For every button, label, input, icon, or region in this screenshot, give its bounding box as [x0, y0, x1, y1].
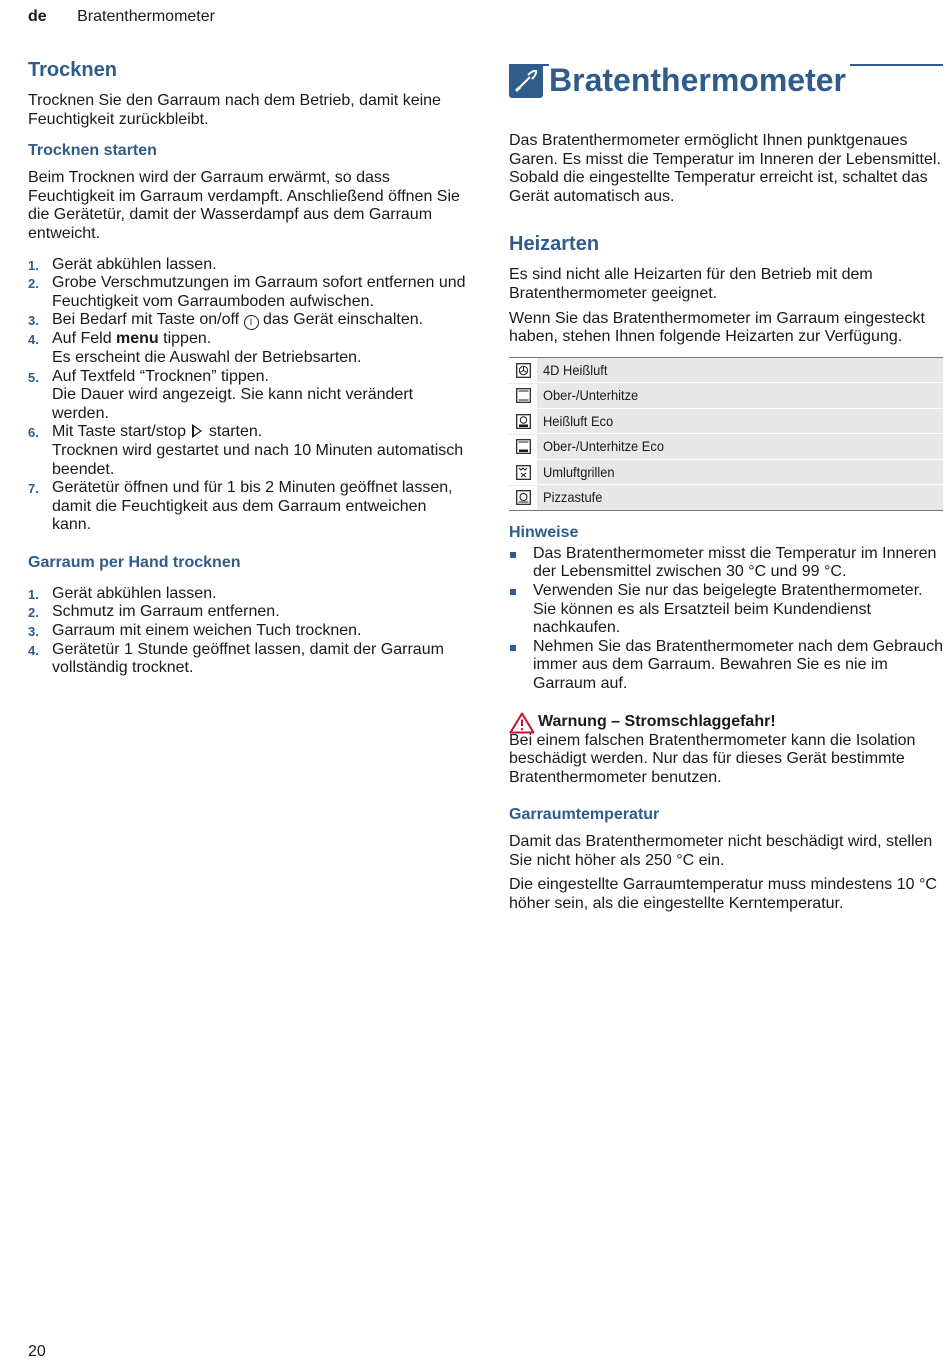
- start-stop-key-icon: [192, 424, 202, 438]
- section-title-heizarten: Heizarten: [509, 233, 600, 256]
- garraumtemperatur-text-1: Damit das Bratenthermometer nicht beschädigt wird, stellen Sie nicht höher als 250 °C ein.: [509, 833, 933, 869]
- circulated-grill-icon: [509, 460, 537, 484]
- top-bottom-heat-eco-icon: [509, 435, 537, 459]
- header-section-title: Bratenthermometer: [77, 8, 215, 25]
- garraumtemperatur-text-2: Die eingestellte Garraumtemperatur muss mindestens 10 °C höher sein, als die eingestellte Kerntemperatur.: [509, 876, 937, 913]
- hot-air-eco-icon: [509, 409, 537, 433]
- table-row: Umluftgrillen: [509, 460, 943, 486]
- table-row: Pizzastufe: [509, 485, 943, 511]
- list-item: 1. Gerät abkühlen lassen.: [28, 255, 217, 273]
- subsection-title-trocknen-starten: Trocknen starten: [28, 142, 157, 160]
- list-item: Verwenden Sie nur das beigelegte Bratenthermometer. Sie können es als Ersatzteil beim Kundendienst nachkaufen.: [509, 582, 943, 638]
- chapter-title: Bratenthermometer: [549, 62, 850, 98]
- list-item: Nehmen Sie das Bratenthermometer nach dem Gebrauch immer aus dem Garraum. Bewahren Sie es nie im Garraum auf.: [509, 638, 943, 694]
- chapter-title-bar: [509, 64, 943, 106]
- thermometer-probe-icon: [509, 64, 543, 98]
- chapter-intro: Das Bratenthermometer ermöglicht Ihnen punktgenaues Garen. Es misst die Temperatur im Inneren der Lebensmittel. Sobald die eingestellte Temperatur erreicht ist, schaltet das Gerät automatisch aus.: [509, 132, 941, 205]
- list-item: 2. Schmutz im Garraum entfernen.: [28, 603, 280, 621]
- trocknen-starten-intro: Beim Trocknen wird der Garraum erwärmt, so dass Feuchtigkeit im Garraum verdampft. Anschließend öffnen Sie die Gerätetür, damit der Wasserdampf aus dem Garraum entweicht.: [28, 169, 460, 242]
- top-bottom-heat-icon: [509, 384, 537, 408]
- trocknen-intro: Trocknen Sie den Garraum nach dem Betrieb, damit keine Feuchtigkeit zurückbleibt.: [28, 92, 441, 128]
- warning-box: [509, 712, 943, 788]
- hinweise-list: [509, 545, 943, 694]
- fan-4d-icon: [509, 358, 537, 382]
- table-row: Ober-/Unterhitze Eco: [509, 434, 943, 460]
- list-item: 4. Auf Feld menu tippen. Es erscheint die Auswahl der Betriebsarten.: [28, 330, 362, 366]
- heizarten-text-2: Wenn Sie das Bratenthermometer im Garraum eingesteckt haben, stehen Ihnen folgende Heizarten zur Verfügung.: [509, 309, 925, 346]
- list-item: 1. Gerät abkühlen lassen.: [28, 584, 217, 602]
- list-item: 2. Grobe Verschmutzungen im Garraum sofort entfernen und Feuchtigkeit vom Garraumboden aufwischen.: [28, 274, 466, 310]
- right-column: [509, 58, 943, 920]
- table-row: 4D Heißluft: [509, 358, 943, 384]
- on-off-key-icon: I: [244, 315, 259, 330]
- heizarten-text-1: Es sind nicht alle Heizarten für den Betrieb mit dem Bratenthermometer geeignet.: [509, 266, 873, 302]
- list-item: 7. Gerätetür öffnen und für 1 bis 2 Minuten geöffnet lassen, damit die Feuchtigkeit aus dem Garraum entweichen kann.: [28, 479, 453, 534]
- hand-trocknen-steps: [28, 585, 468, 678]
- section-title-trocknen: Trocknen: [28, 59, 117, 81]
- list-item: Das Bratenthermometer misst die Temperatur im Inneren der Lebensmittel zwischen 30 °C und 99 °C.: [509, 545, 943, 582]
- subsection-title-hand-trocknen: Garraum per Hand trocknen: [28, 553, 241, 571]
- left-column: [28, 58, 468, 678]
- page-number: 20: [28, 1343, 46, 1360]
- pizza-setting-icon: [509, 486, 537, 510]
- list-item: 5. Auf Textfeld “Trocknen” tippen. Die Dauer wird angezeigt. Sie kann nicht verändert werden.: [28, 367, 414, 422]
- list-item: 3. Garraum mit einem weichen Tuch trocknen.: [28, 622, 362, 640]
- table-row: Ober-/Unterhitze: [509, 383, 943, 409]
- heating-modes-table: [509, 357, 943, 511]
- subsection-title-hinweise: Hinweise: [509, 523, 579, 541]
- warning-triangle-icon: [509, 712, 535, 734]
- menu-field-label: menu: [116, 330, 159, 348]
- table-row: Heißluft Eco: [509, 409, 943, 435]
- language-code: de: [28, 8, 47, 25]
- warning-title: Warnung – Stromschlaggefahr!: [509, 712, 943, 734]
- page-header: [28, 8, 215, 26]
- trocknen-starten-steps: [28, 256, 468, 535]
- subsection-title-garraumtemperatur: Garraumtemperatur: [509, 806, 660, 824]
- list-item: 3. Bei Bedarf mit Taste on/off I das Gerät einschalten.: [28, 311, 424, 329]
- list-item: 4. Gerätetür 1 Stunde geöffnet lassen, damit der Garraum vollständig trocknet.: [28, 640, 444, 677]
- list-item: 6. Mit Taste start/stop starten. Trocknen wird gestartet und nach 10 Minuten automatisch beendet.: [28, 423, 464, 478]
- warning-text: Bei einem falschen Bratenthermometer kann die Isolation beschädigt werden. Nur das für dieses Gerät bestimmte Bratenthermometer benutzen.: [509, 731, 916, 786]
